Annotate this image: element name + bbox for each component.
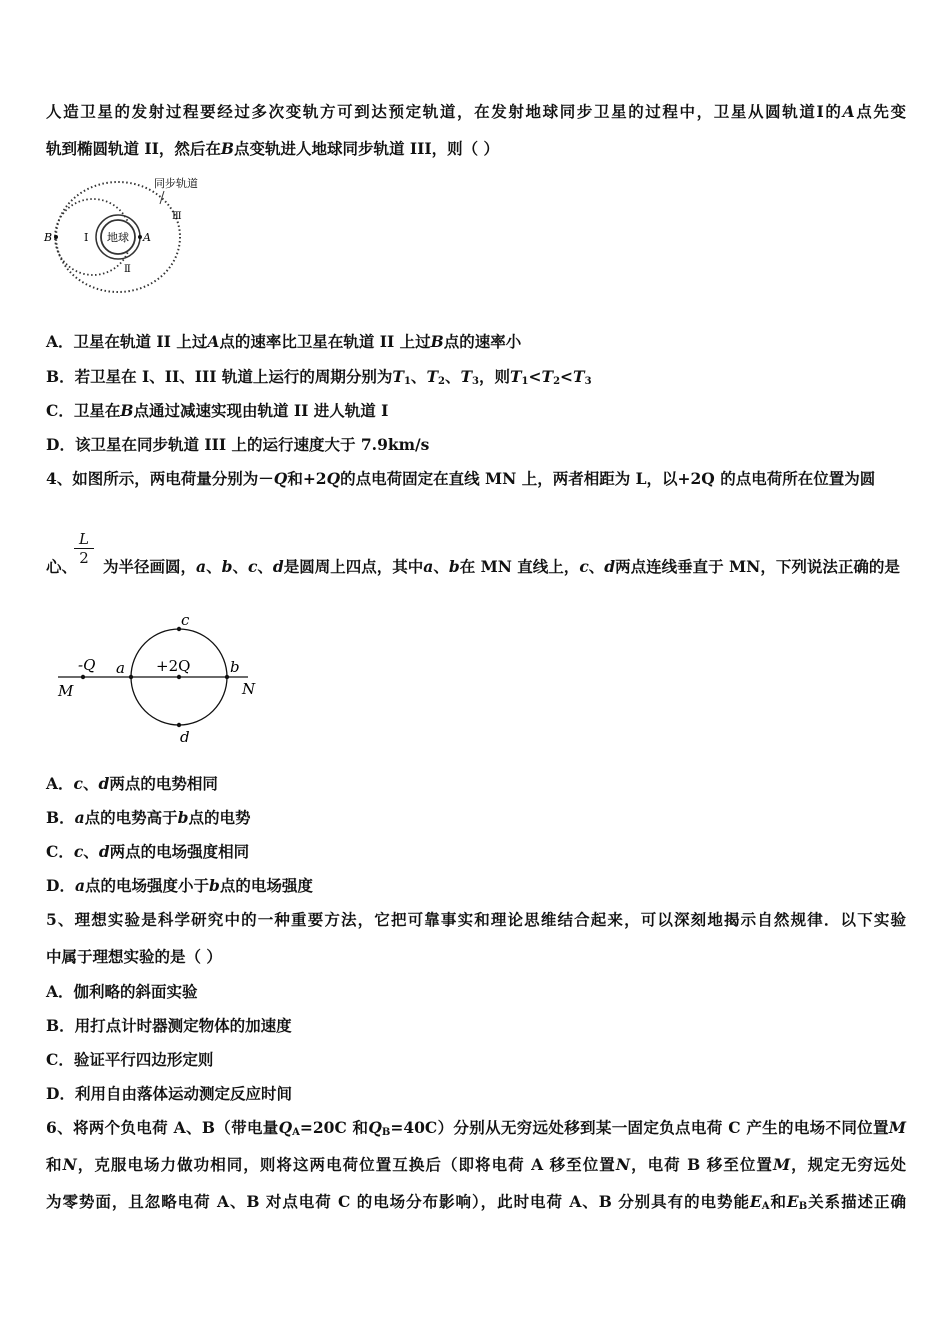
q3-line-2: 轨到椭圆轨道 II，然后在B点变轨进人地球同步轨道 III，则（ ）: [46, 139, 500, 158]
q5-line-2: 中属于理想实验的是（ ）: [46, 947, 222, 966]
label-B: B: [44, 231, 53, 244]
point-a-dot: [129, 675, 133, 679]
label-II: Ⅱ: [124, 264, 131, 275]
q4-line-1: 4、如图所示，两电荷量分别为－Q和+2Q的点电荷固定在直线 MN 上，两者相距为 L，以+2Q 的点电荷所在位置为圆: [46, 469, 876, 488]
charge-circle-diagram: [50, 605, 270, 755]
q3-option-c: C．卫星在B点通过减速实现由轨道 II 进人轨道 I: [46, 401, 389, 420]
q5-line-1: 5、理想实验是科学研究中的一种重要方法，它把可靠事实和理论思维结合起来，可以深刻地揭示自然规律．以下实验: [46, 910, 906, 929]
q6-line-2: 和N，克服电场力做功相同，则将这两电荷位置互换后（即将电荷 A 移至位置N，电荷 B 移至位置M，规定无穷远处: [46, 1155, 906, 1174]
point-A-dot: [138, 235, 142, 239]
label-b: b: [230, 658, 240, 676]
q4-option-c: C．c、d两点的电场强度相同: [46, 842, 250, 861]
point-b-dot: [225, 675, 229, 679]
q3-option-a: A．卫星在轨道 II 上过A点的速率比卫星在轨道 II 上过B点的速率小: [46, 332, 522, 351]
point-d-dot: [177, 723, 181, 727]
label-I: Ⅰ: [84, 231, 89, 244]
sync-label-leader: [160, 191, 164, 204]
label-III: Ⅲ: [172, 211, 182, 222]
q4-option-b: B．a点的电势高于b点的电势: [46, 808, 251, 827]
label-c: c: [181, 611, 190, 629]
orbit-diagram: [40, 168, 240, 303]
label-M: M: [58, 682, 74, 700]
q5-option-b: B．用打点计时器测定物体的加速度: [46, 1016, 292, 1035]
q6-line-3: 为零势面，且忽略电荷 A、B 对点电荷 C 的电场分布影响），此时电荷 A、B 分别具有的电势能$E_A$和$E_B$关系描述正确: [46, 1192, 906, 1212]
label-neg-q: -Q: [78, 656, 96, 674]
neg-charge-dot: [81, 675, 85, 679]
point-B-dot: [54, 235, 58, 239]
label-d: d: [180, 728, 190, 746]
q3-option-d: D．该卫星在同步轨道 III 上的运行速度大于 7.9km/s: [46, 435, 430, 454]
l-over-2-fraction: $\frac{L}{2}$: [74, 530, 94, 567]
q4-option-a: A．c、d两点的电势相同: [46, 774, 218, 793]
q5-option-c: C．验证平行四边形定则: [46, 1050, 214, 1069]
pos-charge-dot: [177, 675, 181, 679]
label-A: A: [143, 231, 151, 244]
label-pos-2q: +2Q: [156, 657, 191, 675]
q5-option-a: A．伽利略的斜面实验: [46, 982, 198, 1001]
q3-option-b: B．若卫星在 I、II、III 轨道上运行的周期分别为$T_1$、$T_2$、$T_3$，则$T_1<T_2<T_3$: [46, 367, 592, 387]
label-N: N: [242, 680, 256, 698]
q5-option-d: D．利用自由落体运动测定反应时间: [46, 1084, 292, 1103]
label-a: a: [116, 659, 125, 677]
q6-line-1: 6、将两个负电荷 A、B（带电量$Q_A=20C$ 和$Q_B=40C$）分别从无穷远处移到某一固定负点电荷 C 产生的电场不同位置M: [46, 1118, 907, 1138]
q4-option-d: D．a点的电场强度小于b点的电场强度: [46, 876, 313, 895]
earth-label: 地球: [107, 231, 129, 244]
q3-line-1: 人造卫星的发射过程要经过多次变轨方可到达预定轨道，在发射地球同步卫星的过程中，卫星从圆轨道I的A点先变: [46, 102, 906, 121]
sync-orbit-label: 同步轨道: [154, 177, 198, 190]
q4-line-2: 心、 为半径画圆，a、b、c、d是圆周上四点，其中a、b在 MN 直线上，c、d两点连线垂直于 MN，下列说法正确的是: [46, 557, 900, 576]
